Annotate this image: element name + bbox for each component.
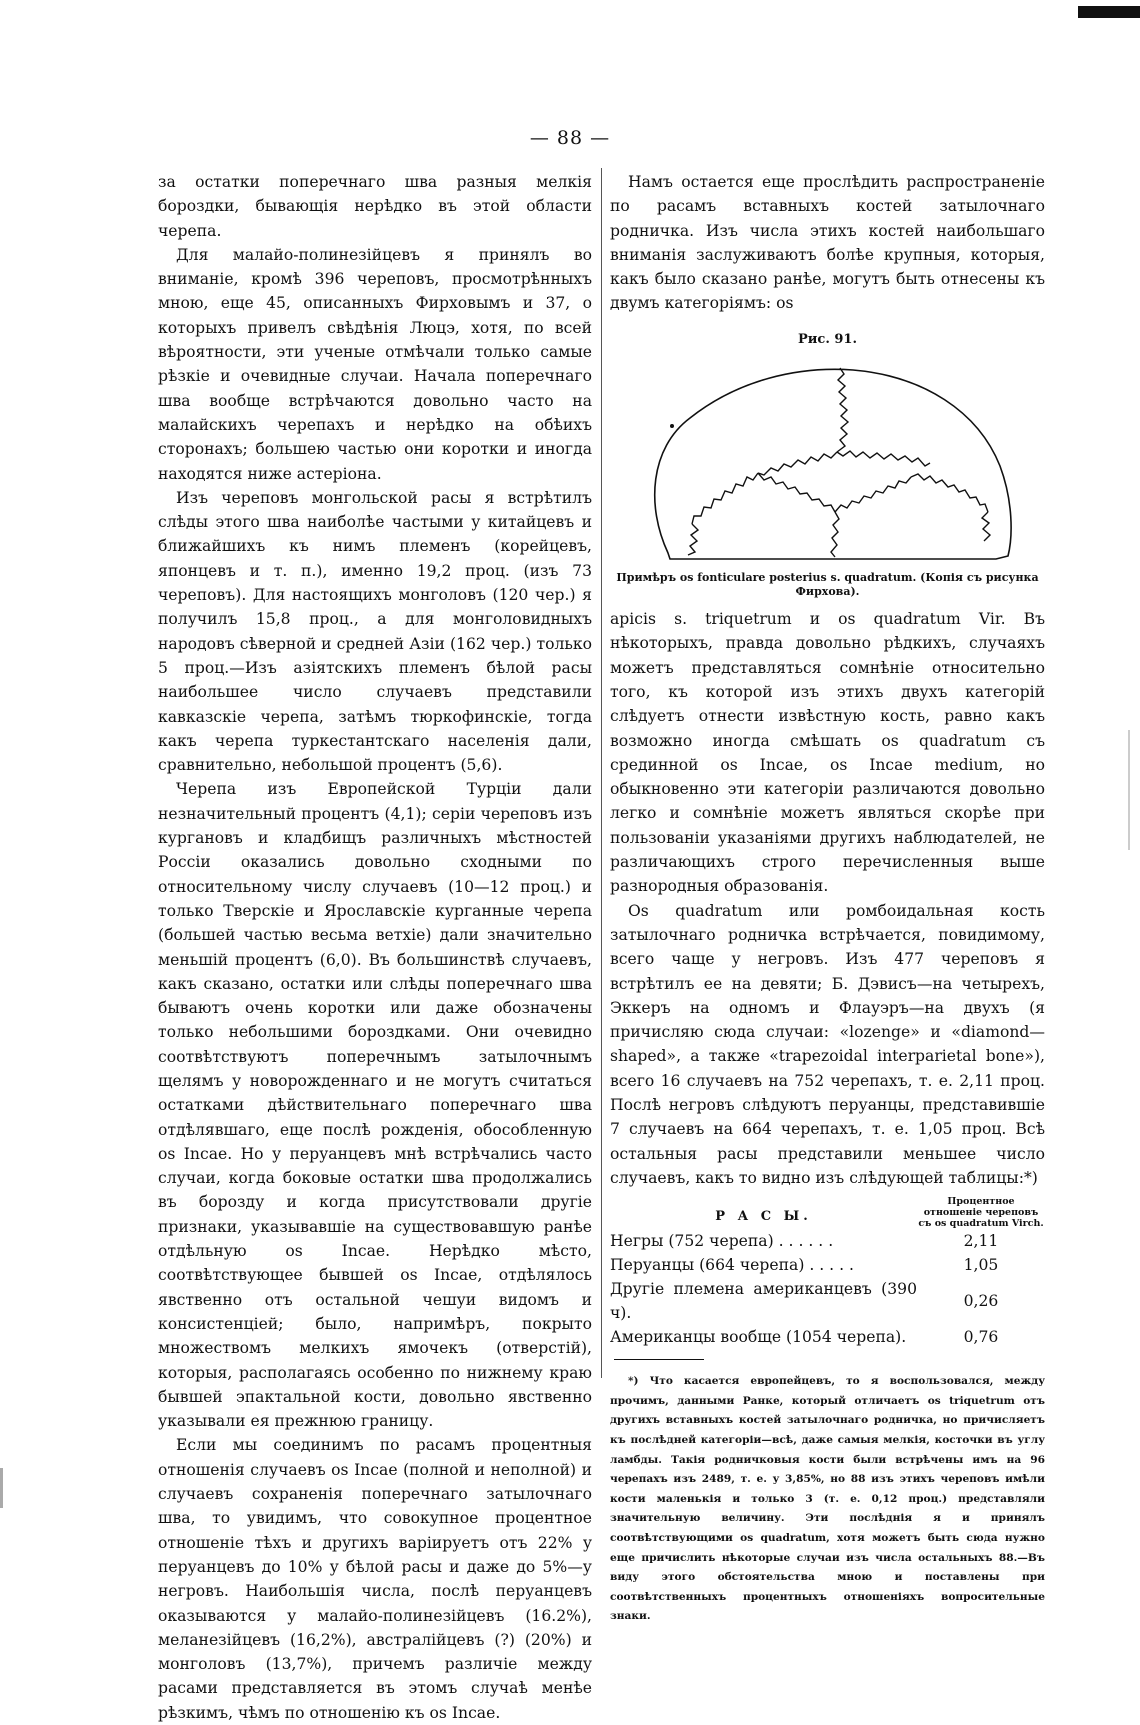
race-cell: Перуанцы (664 черепа) . . . . . [610,1256,854,1275]
left-column [158,170,592,1725]
table-row [610,1229,1045,1253]
scan-edge-mark [1128,730,1130,850]
figure-label: Рис. 91. [797,331,857,347]
race-cell: Американцы вообще (1054 черепа). [610,1328,907,1347]
value-cell: 2,11 [963,1232,999,1251]
paragraph: Для малайо-полинезійцевъ я принялъ во вниманіе, кромѣ 396 череповъ, просмотрѣнныхъ мною, еще 45, описанныхъ Фирховымъ и 37, о которыхъ привелъ свѣдѣнія Люцэ, хотя, по всей вѣроятности, эти ученые отмѣчали только самые рѣзкіе и очевидные случаи. Начала поперечнаго шва вообще встрѣчаются довольно часто на малайскихъ черепахъ и нерѣдко на обѣихъ сторонахъ; большею частью они коротки и иногда находятся ниже астеріона. [158,245,592,483]
figure-caption: Примѣръ os fonticulare posterius s. quadratum. (Копія съ рисунка Фирхова). [616,571,1039,599]
paragraph: Намъ остается еще прослѣдить распространеніе по расамъ вставныхъ костей затылочнаго родничка. Изъ числа этихъ костей наибольшаго вниманія заслуживаютъ болѣе крупныя, которыя, какъ было сказано ранѣе, могутъ быть отнесены къ двумъ категоріямъ: os [610,173,1045,313]
table-header-race: Р А С Ы. [715,1208,812,1224]
race-cell: Негры (752 черепа) . . . . . . [610,1232,834,1251]
footnote: *) Что касается европейцевъ, то я воспользовался, между прочимъ, данными Ранке, который отличаетъ os triquetrum отъ другихъ вставныхъ костей затылочнаго родничка, но причисляетъ къ послѣдней категоріи—всѣ, даже самыя мелкія, косточки въ углу ламбды. Такія родничковыя кости были встрѣчены имъ на 96 черепахъ изъ 2489, т. е. у 3,85%, но 88 изъ этихъ череповъ имѣли кости маленькія и только 3 (т. е. 0,12 проц.) представляли значительную величину. Эти послѣднія я и принялъ соотвѣтствующими os quadratum, хотя можетъ быть сюда нужно еще причислить нѣкоторые случаи изъ числа остальныхъ 88.—Въ виду этого обстоятельства мною и поставлены при соотвѣтственныхъ процентныхъ отношеніяхъ вопросительные знаки. [610,1375,1045,1623]
scan-edge-mark [0,1468,3,1508]
races-table [610,1196,1045,1349]
page-number: — 88 — [529,127,611,149]
value-cell: 1,05 [963,1256,999,1275]
table-row [610,1253,1045,1277]
paragraph: Если мы соединимъ по расамъ процентныя отношенія случаевъ os Incae (полной и неполной) и случаевъ сохраненія поперечнаго затылочнаго шва, то увидимъ, что совокупное процентное отношеніе тѣхъ и другихъ варіируетъ отъ 22% у перуанцевъ до 10% у бѣлой расы и даже до 5%—у негровъ. Наибольшія числа, послѣ перуанцевъ оказываются у малайо-полинезійцевъ (16.2%), меланезійцевъ (16,2%), австралійцевъ (?) (20%) и монголовъ (13,7%), причемъ различіе между расами представляется въ этомъ случаѣ менѣе рѣзкимъ, чѣмъ по отношенію къ os Incae. [158,1436,592,1722]
race-cell: Другіе племена американцевъ (390 ч). [610,1280,917,1323]
paragraph: за остатки поперечнаго шва разныя мелкія бороздки, бывающія нерѣдко въ этой области черепа. [158,173,592,240]
paragraph: apicis s. triquetrum и os quadratum Vir. Въ нѣкоторыхъ, правда довольно рѣдкихъ, случаяхъ можетъ представляться сомнѣніе относительно того, къ которой изъ этихъ двухъ категорій слѣдуетъ отнести извѣстную кость, равно какъ возможно иногда смѣшать os quadratum съ срединной os Incae, os Incae medium, но обыкновенно эти категоріи различаются довольно легко и сомнѣніе можетъ являться скорѣе при пользованіи указаніями другихъ наблюдателей, не различающихъ строго перечисленныя выше разнородныя образованія. [610,610,1045,896]
value-cell: 0,76 [963,1328,999,1347]
right-column [610,170,1045,1627]
paragraph: Изъ череповъ монгольской расы я встрѣтилъ слѣды этого шва наиболѣе частыми у китайцевъ и ближайшихъ къ нимъ племенъ (корейцевъ, японцевъ и т. п.), именно 19,2 проц. (изъ 73 череповъ). Для настоящихъ монголовъ (120 чер.) я получилъ 15,8 проц., а для монголовидныхъ народовъ сѣверной и средней Азіи (162 чер.) только 5 проц.—Изъ азіятскихъ племенъ бѣлой расы наибольшее число случаевъ представили кавказскіе черепа, затѣмъ тюркофинскіе, тогда какъ черепа туркестантскаго населенія дали, сравнительно, небольшой процентъ (5,6). [158,488,592,775]
table-row [610,1277,1045,1325]
table-row [610,1325,1045,1349]
column-divider [601,168,602,1378]
footnote-rule [614,1359,704,1360]
value-cell: 0,26 [963,1292,999,1311]
paragraph: Os quadratum или ромбоидальная кость затылочнаго родничка встрѣчается, повидимому, всего чаще у негровъ. Изъ 477 череповъ я встрѣтилъ ее на девяти; Б. Дэвисъ—на четырехъ, Эккеръ на одномъ и Флауэръ—на двухъ (я причисляю сюда случаи: «lozenge» и «diamond—shaped», а также «trapezoidal interparietal bone»), всего 16 случаевъ на 752 черепахъ, т. е. 2,11 проц. Послѣ негровъ слѣдуютъ перуанцы, представившіе 7 случаевъ на 664 черепахъ, т. е. 1,05 проц. Всѣ остальныя расы представили меньшее число случаевъ, какъ то видно изъ слѣдующей таблицы:*) [610,901,1045,1187]
figure-skull-drawing [628,356,1028,571]
scan-corner-mark [1078,6,1140,18]
table-header-value: Процентное отношеніе череповъ съ os quadratum Virch. [918,1196,1044,1230]
paragraph: Черепа изъ Европейской Турціи дали незначительный процентъ (4,1); серіи череповъ изъ кургановъ и кладбищъ различныхъ мѣстностей Россіи оказались довольно сходными по относительному числу случаевъ (10—12 проц.) и только Тверскіе и Ярославскіе курганные черепа (большей частью весьма ветхіе) дали значительно меньшій процентъ (6,0). Въ большинствѣ случаевъ, какъ сказано, остатки или слѣды поперечнаго шва бываютъ очень коротки или даже обозначены только небольшими бороздками. Они очевидно соотвѣтствуютъ поперечнымъ затылочнымъ щелямъ у новорожденнаго и не могутъ считаться остатками дѣйствительнаго поперечнаго шва отдѣлявшаго, еще послѣ рожденія, обособленную os Incae. Но у перуанцевъ мнѣ встрѣчались часто случаи, когда боковые остатки шва продолжались въ борозду и когда присутствовали другіе признаки, указывавшіе на существовавшую ранѣе отдѣльную os Incae. Нерѣдко мѣсто, соотвѣтствующее бывшей os Incae, отдѣлялось явственно отъ остальной чешуи видомъ и консистенціей; было, напримѣръ, покрыто множествомъ мелкихъ ямочекъ (отверстій), которыя, располагаясь особенно по нижнему краю бывшей эпактальной кости, довольно явственно указывали ея прежнюю границу. [158,780,592,1431]
